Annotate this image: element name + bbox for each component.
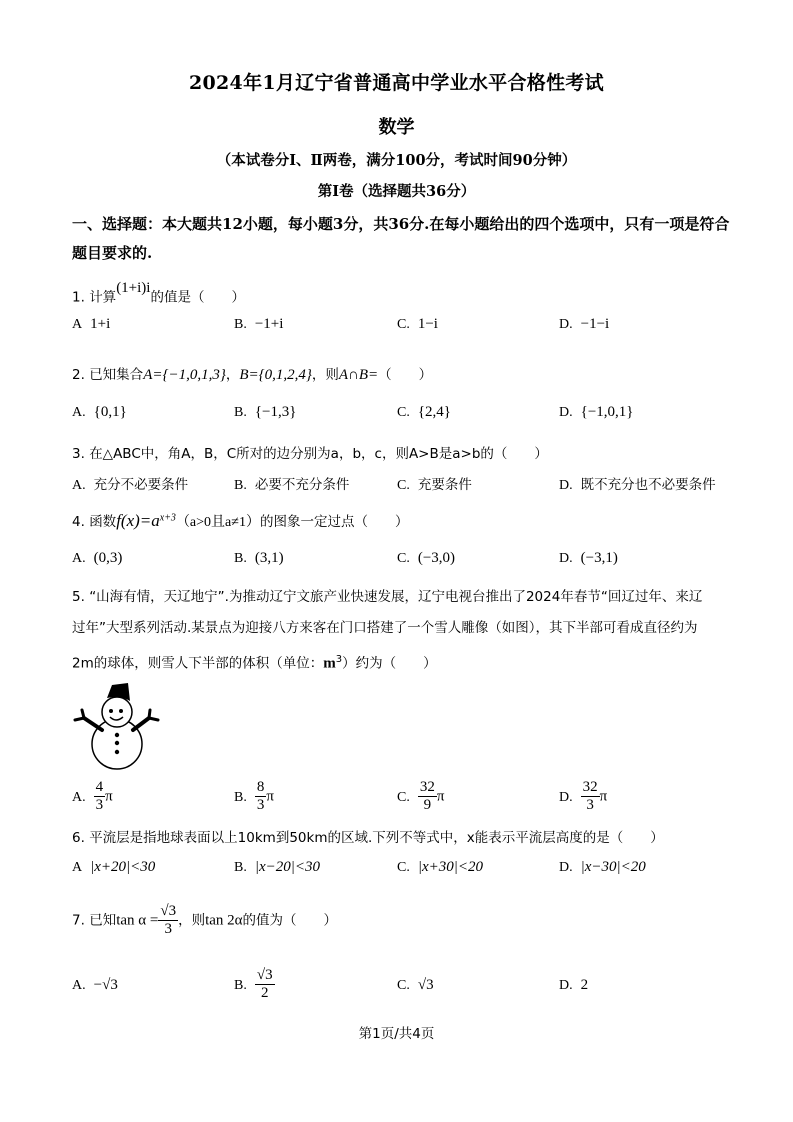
option-label: B. xyxy=(234,977,247,993)
option-label: A. xyxy=(72,978,86,993)
question-number: 4. xyxy=(72,514,85,530)
fraction xyxy=(158,903,178,938)
option-label: B. xyxy=(234,860,247,875)
connector-text: ，则 xyxy=(311,367,339,383)
pi-symbol: π xyxy=(266,788,274,805)
option-label: C. xyxy=(397,478,410,493)
option-label: C. xyxy=(397,978,410,993)
option-label: A xyxy=(72,317,83,332)
option-label: D. xyxy=(559,405,573,420)
unit-exponent: 3 xyxy=(335,654,343,665)
question-number: 7. xyxy=(72,912,85,929)
numerator: 4 xyxy=(95,779,104,795)
numerator: 8 xyxy=(256,779,265,795)
option-d[interactable] xyxy=(559,779,607,814)
math-expression: tan α = xyxy=(116,912,159,929)
question-stem-suffix: ）约为（ ） xyxy=(342,655,437,672)
question-stem: 在△ABC中，角A，B，C所对的边分别为a，b，c，则A>B是a>b的（ ） xyxy=(89,446,548,462)
question-stem: 计算 xyxy=(89,289,117,306)
question-2: 2. 已知集合A={−1,0,1,3}，B={0,1,2,4}，则A∩B=（ ） xyxy=(72,367,433,383)
option-c[interactable] xyxy=(397,316,438,333)
option-c[interactable] xyxy=(397,550,455,567)
option-label: A. xyxy=(72,789,86,805)
option-label: D. xyxy=(559,860,573,875)
option-c[interactable] xyxy=(397,473,472,494)
option-a[interactable] xyxy=(72,404,127,421)
option-value: (0,3) xyxy=(93,550,123,566)
numerator: √3 xyxy=(160,903,177,919)
option-value: {0,1} xyxy=(93,404,127,420)
connector-text: ，则 xyxy=(178,912,206,929)
question-number: 1. xyxy=(72,289,85,306)
part-heading: 第Ⅰ卷（选择题共36分） xyxy=(317,183,476,200)
snowman-icon xyxy=(70,680,162,772)
denominator: 3 xyxy=(95,797,104,813)
question-stem-suffix: 的图象一定过点（ ） xyxy=(259,514,409,530)
option-a[interactable] xyxy=(72,550,122,567)
option-d[interactable] xyxy=(559,404,633,421)
option-value: 既不充分也不必要条件 xyxy=(580,477,716,493)
option-label: D. xyxy=(559,551,573,566)
option-a[interactable] xyxy=(72,977,118,994)
option-b[interactable] xyxy=(234,550,284,567)
option-label: C. xyxy=(397,789,410,805)
option-b[interactable] xyxy=(234,404,296,421)
question-number: 2. xyxy=(72,367,85,383)
option-value: (−3,1) xyxy=(580,550,618,566)
question-stem: “山海有情，天辽地宁”.为推动辽宁文旅产业快速发展，辽宁电视台推出了2024年春节“回辽过年、来辽 xyxy=(89,589,703,605)
option-value: 2 xyxy=(580,977,589,993)
option-a[interactable] xyxy=(72,473,188,494)
option-value: 必要不充分条件 xyxy=(254,477,350,493)
option-d[interactable] xyxy=(559,977,588,994)
option-label: B. xyxy=(234,789,247,805)
fraction xyxy=(418,779,437,814)
math-expression: tan 2α xyxy=(205,912,243,929)
math-exponent: x+3 xyxy=(159,512,176,524)
option-label: D. xyxy=(559,317,573,332)
exam-info: （本试卷分Ⅰ、Ⅱ两卷，满分100分，考试时间90分钟） xyxy=(216,152,577,169)
pi-symbol: π xyxy=(436,788,445,805)
question-number: 6. xyxy=(72,830,85,846)
option-label: A. xyxy=(72,551,86,566)
option-a[interactable] xyxy=(72,316,110,333)
option-label: A xyxy=(72,860,83,875)
option-label: A. xyxy=(72,478,86,493)
section-instructions: 一、选择题：本大题共12小题，每小题3分，共36分.在每小题给出的四个选项中，只有一项是符合题目要求的. xyxy=(72,215,730,262)
option-b[interactable] xyxy=(234,967,275,1002)
option-c[interactable] xyxy=(397,779,444,814)
numerator: 32 xyxy=(582,779,598,795)
fraction xyxy=(255,967,275,1002)
option-d[interactable] xyxy=(559,316,609,333)
option-value: {−1,0,1} xyxy=(580,404,634,420)
option-label: B. xyxy=(234,551,247,566)
option-label: D. xyxy=(559,789,573,805)
option-value: {2,4} xyxy=(417,404,451,420)
option-value: |x+20|<30 xyxy=(90,859,156,875)
question-stem: 2m的球体，则雪人下半部的体积（单位： xyxy=(72,655,324,672)
math-set-b: B={0,1,2,4} xyxy=(239,367,312,383)
option-c[interactable] xyxy=(397,404,451,421)
option-value: −√3 xyxy=(93,977,118,993)
math-expression: (1+i)i xyxy=(116,280,151,296)
denominator: 2 xyxy=(260,985,269,1001)
option-b[interactable] xyxy=(234,859,320,876)
option-label: C. xyxy=(397,551,410,566)
fraction xyxy=(94,779,106,814)
denominator: 3 xyxy=(164,921,172,937)
option-d[interactable] xyxy=(559,859,646,876)
option-label: C. xyxy=(397,405,410,420)
snowman-figure xyxy=(70,680,162,772)
question-stem: 已知 xyxy=(89,912,117,929)
question-5 xyxy=(72,582,732,680)
option-label: A. xyxy=(72,405,86,420)
option-value: |x−20|<30 xyxy=(254,859,320,875)
denominator: 9 xyxy=(423,797,432,813)
option-value: |x−30|<20 xyxy=(580,859,646,875)
option-value: |x+30|<20 xyxy=(417,859,483,875)
option-label: B. xyxy=(234,405,247,420)
option-value: −1−i xyxy=(580,316,610,332)
question-5-line-2: 过年”大型系列活动.某景点为迎接八方来客在门口搭建了一个雪人雕像（如图），其下半部可看成直径约为 xyxy=(72,620,698,636)
fraction xyxy=(581,779,600,814)
question-6 xyxy=(72,826,732,846)
question-stem: 函数 xyxy=(89,514,117,530)
option-a[interactable] xyxy=(72,779,113,814)
denominator: 3 xyxy=(256,797,265,813)
question-3 xyxy=(72,442,732,462)
option-d[interactable] xyxy=(559,550,618,567)
option-value: −1+i xyxy=(254,316,284,332)
option-value: (−3,0) xyxy=(417,550,456,566)
question-1 xyxy=(72,280,732,306)
numerator: 32 xyxy=(419,779,435,795)
option-a[interactable] xyxy=(72,859,155,876)
question-4 xyxy=(72,510,732,531)
pi-symbol: π xyxy=(105,788,113,805)
option-d[interactable] xyxy=(559,473,716,494)
option-label: B. xyxy=(234,478,247,493)
exam-title: 2024年1月辽宁省普通高中学业水平合格性考试 xyxy=(188,72,604,94)
option-value: √3 xyxy=(417,977,434,993)
option-value: 充要条件 xyxy=(417,477,472,493)
option-b[interactable] xyxy=(234,473,349,494)
answer-blank: （ ） xyxy=(378,367,433,383)
math-condition: （a>0且a≠1） xyxy=(175,515,260,530)
option-b[interactable] xyxy=(234,779,274,814)
question-7 xyxy=(72,903,732,938)
option-value: 1−i xyxy=(417,316,438,332)
numerator: √3 xyxy=(256,967,273,983)
option-label: D. xyxy=(559,478,573,493)
option-c[interactable] xyxy=(397,859,483,876)
pi-symbol: π xyxy=(599,788,608,805)
question-number: 3. xyxy=(72,446,85,462)
question-stem: 平流层是指地球表面以上10km到50km的区域.下列不等式中，x能表示平流层高度的是（ ） xyxy=(89,830,664,846)
option-b[interactable] xyxy=(234,316,283,333)
exam-subject: 数学 xyxy=(378,117,415,138)
page-number: 第1页/共4页 xyxy=(358,1026,435,1042)
fraction xyxy=(255,779,267,814)
question-stem-suffix: 的值为（ ） xyxy=(242,912,338,929)
option-c[interactable] xyxy=(397,977,434,994)
option-label: C. xyxy=(397,317,410,332)
option-label: C. xyxy=(397,860,410,875)
option-label: D. xyxy=(559,978,573,993)
option-value: 充分不必要条件 xyxy=(93,477,189,493)
option-value: {−1,3} xyxy=(254,404,297,420)
option-value: (3,1) xyxy=(254,550,284,566)
question-5-line-3 xyxy=(72,644,732,680)
question-number: 5. xyxy=(72,589,85,605)
option-value: 1+i xyxy=(90,316,111,332)
question-stem: 已知集合 xyxy=(89,367,144,383)
option-label: B. xyxy=(234,317,247,332)
unit: m xyxy=(323,655,336,672)
math-set-a: A={−1,0,1,3} xyxy=(143,367,226,383)
denominator: 3 xyxy=(586,797,594,813)
question-stem-suffix: 的值是（ ） xyxy=(150,289,245,306)
math-function: f(x)=a xyxy=(116,511,160,530)
math-expression: A∩B= xyxy=(338,367,379,383)
question-5-line-1 xyxy=(72,582,732,613)
